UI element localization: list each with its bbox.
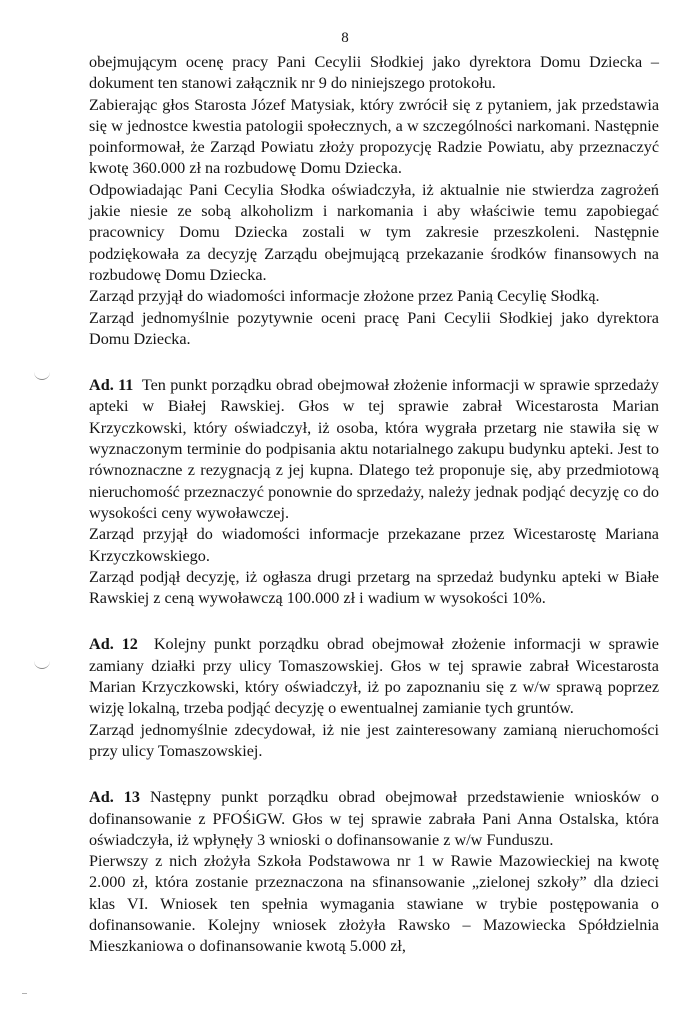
section-ad-12: [89, 634, 659, 762]
agenda-item-label: Ad. 13: [89, 788, 140, 807]
document-body: [89, 52, 659, 958]
paragraph: obejmującym ocenę pracy Pani Cecylii Słodkiej jako dyrektora Domu Dziecka – dokument ten stanowi załącznik nr 9 do niniejszego protokołu.: [89, 53, 659, 93]
paragraph-text: Następny punkt porządku obrad obejmował przedstawienie wniosków o dofinansowanie z PFOŚiGW. Głos w tej sprawie zabrała Pani Anna Ostalska, która oświadczyła, iż wpłynęły 3 wnioski o dofinansowanie z w/w Funduszu.: [89, 788, 660, 849]
section-ad-13: [89, 787, 659, 957]
paragraph: Zarząd podjął decyzję, iż ogłasza drugi przetarg na sprzedaż budynku apteki w Białe Rawskiej z ceną wywoławczą 100.000 zł i wadium w wysokości 10%.: [89, 567, 659, 608]
agenda-item-label: Ad. 12: [89, 635, 138, 654]
margin-dot: [22, 993, 27, 994]
paragraph: Zarząd jednomyślnie pozytywnie oceni pracę Pani Cecylii Słodkiej jako dyrektora Domu Dziecka.: [89, 308, 659, 348]
paragraph: [89, 375, 659, 524]
paragraph: Zarząd jednomyślnie zdecydował, iż nie jest zainteresowany zamianą nieruchomości przy ulicy Tomaszowskiej.: [89, 720, 659, 760]
agenda-item-label: Ad. 11: [89, 376, 134, 395]
margin-mark: [34, 371, 50, 380]
section-ad-11: [89, 375, 659, 609]
paragraph: Zarząd przyjął do wiadomości informacje przekazane przez Wicestarostę Mariana Krzyczkowskiego.: [89, 525, 659, 565]
paragraph-text: Ten punkt porządku obrad obejmował złożenie informacji w sprawie sprzedaży apteki w Białej Rawskiej. Głos w tej sprawie zabrał Wicestarosta Marian Krzyczkowski, który oświadczył, iż osoba, która wygrała przetarg nie stawiła się w wyznaczonym terminie do podpisania aktu notarialnego zakupu budynku apteki. Jest to równoznaczne z rezygnacją z jej kupna. Dlatego też proponuje się, aby przedmiotową nieruchomość przeznaczyć ponownie do sprzedaży, należy jednak podjąć decyzję co do wysokości ceny wywoławczej.: [89, 376, 659, 522]
paragraph: [89, 634, 659, 719]
margin-mark: [34, 660, 50, 669]
paragraph: Pierwszy z nich złożyła Szkoła Podstawowa nr 1 w Rawie Mazowieckiej na kwotę 2.000 zł, która zostanie przeznaczona na sfinansowanie „zielonej szkoły” dla dzieci klas VI. Wniosek ten spełnia wymagania stawiane w trybie postępowania o dofinansowanie. Kolejny wniosek złożyła Rawsko – Mazowiecka Spółdzielnia Mieszkaniowa o dofinansowanie kwotą 5.000 zł,: [89, 852, 659, 956]
paragraph-text: Kolejny punkt porządku obrad obejmował złożenie informacji w sprawie zamiany działki przy ulicy Tomaszowskiej. Głos w tej sprawie zabrał Wicestarosta Marian Krzyczkowski, który oświadczył, iż po zapoznaniu się z w/w sprawą poprzez wizję lokalną, trzeba podjąć decyzję o ewentualnej zamianie tych gruntów.: [89, 635, 659, 718]
paragraph: Odpowiadając Pani Cecylia Słodka oświadczyła, iż aktualnie nie stwierdza zagrożeń jakie niesie ze sobą alkoholizm i narkomania i aby właściwie temu zapobiegać pracownicy Domu Dziecka zostali w tym zakresie przeszkoleni. Następnie podziękowała za decyzję Zarządu obejmującą przekazanie środków finansowych na rozbudowę Domu Dziecka.: [89, 180, 659, 284]
page-number: 8: [341, 30, 349, 46]
paragraph: Zabierając głos Starosta Józef Matysiak, który zwrócił się z pytaniem, jak przedstawia się w jednostce kwestia patologii społecznych, a w szczególności narkomani. Następnie poinformował, że Zarząd Powiatu złoży propozycję Radzie Powiatu, aby przeznaczyć kwotę 360.000 zł na rozbudowę Domu Dziecka.: [89, 95, 659, 178]
paragraph: [89, 787, 659, 851]
paragraph: Zarząd przyjął do wiadomości informacje złożone przez Panią Cecylię Słodką.: [89, 287, 600, 306]
section-continuation: [89, 52, 659, 350]
